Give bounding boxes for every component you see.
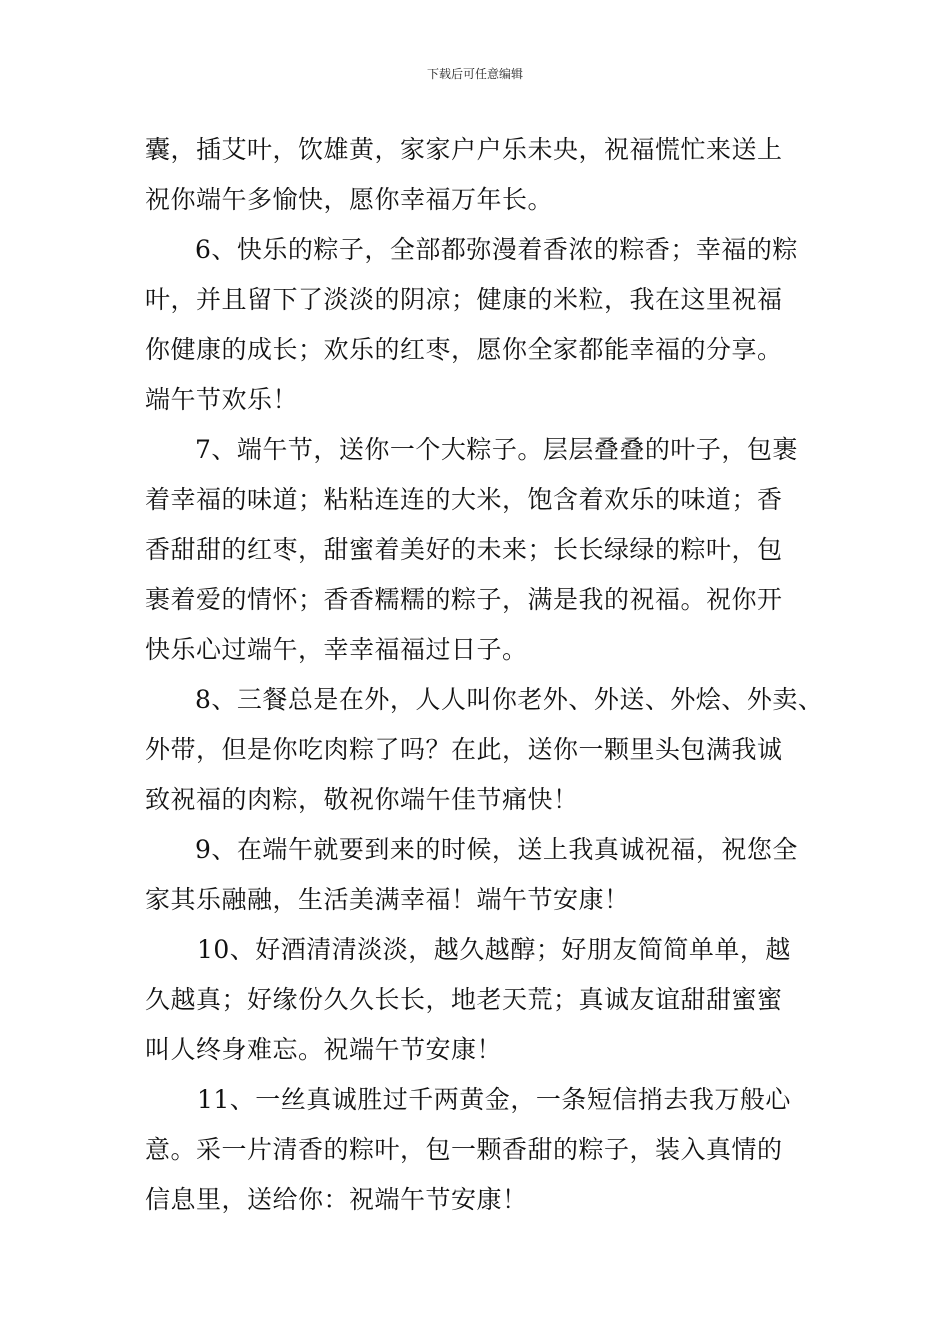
- paragraph-start-8: 8、三餐总是在外，人人叫你老外、外送、外烩、外卖、: [195, 685, 824, 714]
- paragraph-start-7: 7、端午节，送你一个大粽子。层层叠叠的叶子，包裹: [195, 435, 798, 464]
- text-line: 香甜甜的红枣，甜蜜着美好的未来；长长绿绿的粽叶，包: [145, 535, 783, 564]
- text-line: 家其乐融融，生活美满幸福！端午节安康！: [145, 885, 630, 914]
- paragraph-start-10: 10、好酒清清淡淡，越久越醇；好朋友简简单单，越: [197, 935, 791, 964]
- paragraph-start-6: 6、快乐的粽子，全部都弥漫着香浓的粽香；幸福的粽: [195, 235, 798, 264]
- text-line: 致祝福的肉粽，敬祝你端午佳节痛快！: [145, 785, 579, 814]
- text-line: 端午节欢乐！: [145, 385, 299, 414]
- text-line: 意。采一片清香的粽叶，包一颗香甜的粽子，装入真情的: [145, 1135, 783, 1164]
- text-line: 快乐心过端午，幸幸福福过日子。: [145, 635, 528, 664]
- paragraph-start-11: 11、一丝真诚胜过千两黄金，一条短信捎去我万般心: [197, 1085, 791, 1114]
- text-line: 囊，插艾叶，饮雄黄，家家户户乐未央，祝福慌忙来送上: [145, 135, 783, 164]
- text-line: 着幸福的味道；粘粘连连的大米，饱含着欢乐的味道；香: [145, 485, 783, 514]
- text-line: 信息里，送给你：祝端午节安康！: [145, 1185, 528, 1214]
- text-line: 外带，但是你吃肉粽了吗？在此，送你一颗里头包满我诚: [145, 735, 783, 764]
- text-line: 久越真；好缘份久久长长，地老天荒；真诚友谊甜甜蜜蜜: [145, 985, 783, 1014]
- page-header: 下载后可任意编辑: [426, 67, 523, 81]
- text-line: 你健康的成长；欢乐的红枣，愿你全家都能幸福的分享。: [145, 335, 783, 364]
- text-line: 裹着爱的情怀；香香糯糯的粽子，满是我的祝福。祝你开: [145, 585, 783, 614]
- text-line: 叶，并且留下了淡淡的阴凉；健康的米粒，我在这里祝福: [145, 285, 783, 314]
- document-body: [145, 125, 835, 1225]
- text-line: 叫人终身难忘。祝端午节安康！: [145, 1035, 503, 1064]
- paragraph-start-9: 9、在端午就要到来的时候，送上我真诚祝福，祝您全: [195, 835, 798, 864]
- text-line: 祝你端午多愉快，愿你幸福万年长。: [145, 185, 554, 214]
